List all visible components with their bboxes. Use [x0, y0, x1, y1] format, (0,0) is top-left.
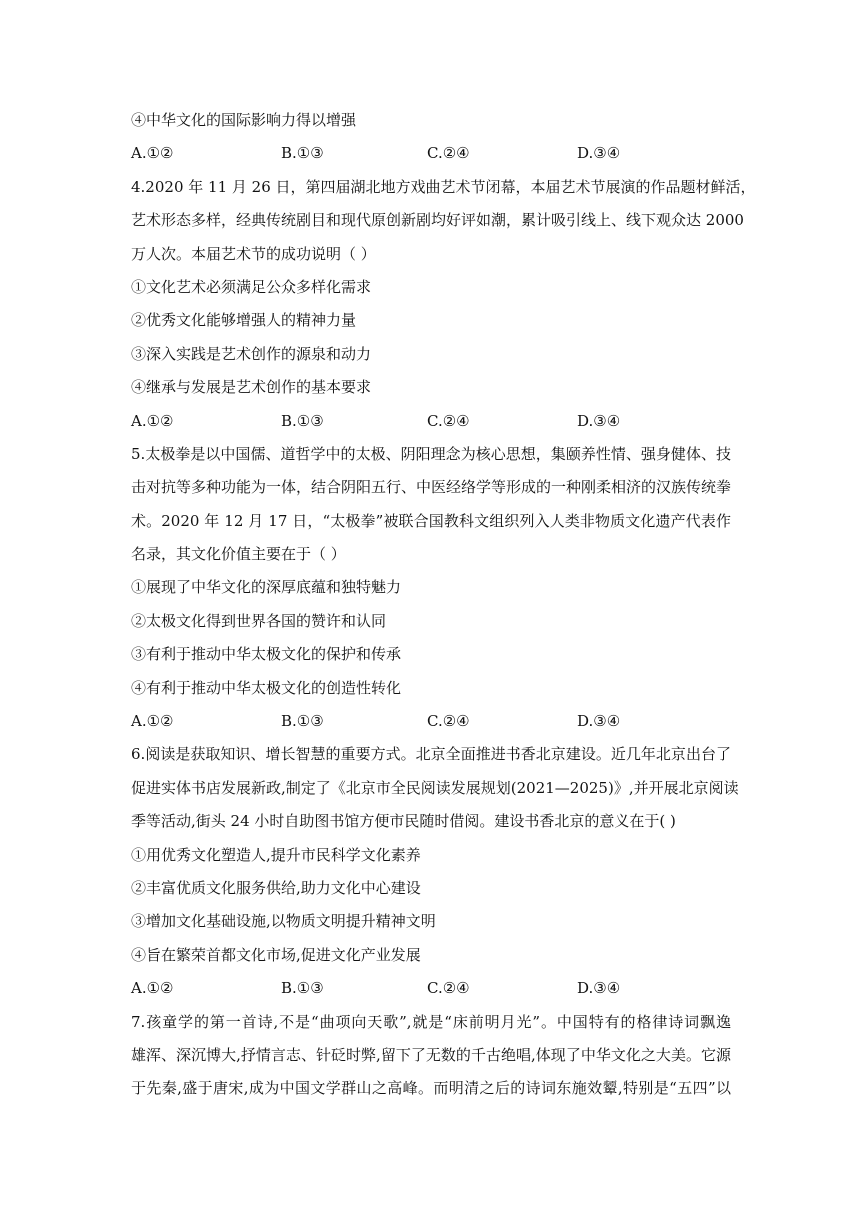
q6-option-4: ④旨在繁荣首都文化市场,促进文化产业发展: [131, 945, 421, 964]
choice-b: B.①③: [281, 712, 324, 731]
choice-d: D.③④: [577, 144, 621, 163]
q5-stem-line: 术。2020 年 12 月 17 日，“太极拳”被联合国教科文组织列入人类非物质文化遗产代表作: [131, 511, 731, 530]
q5-choices: [131, 705, 731, 738]
q4-option-2: ②优秀文化能够增强人的精神力量: [131, 311, 357, 330]
q5-option-2: ②太极文化得到世界各国的赞许和认同: [131, 611, 387, 630]
q7-stem-line: 于先秦,盛于唐宋,成为中国文学群山之高峰。而明清之后的诗词东施效颦,特别是“五四”以: [131, 1079, 731, 1098]
q4-option-3: ③深入实践是艺术创作的源泉和动力: [131, 344, 372, 363]
choice-d: D.③④: [577, 411, 621, 430]
q6-choices: [131, 972, 731, 1005]
choice-d: D.③④: [577, 712, 621, 731]
q7-stem-line: 雄浑、深沉博大,抒情言志、针砭时弊,留下了无数的千古绝唱,体现了中华文化之大美。它源: [131, 1045, 731, 1064]
q6-stem-line: 6.阅读是获取知识、增长智慧的重要方式。北京全面推进书香北京建设。近几年北京出台了: [131, 745, 731, 764]
q4-stem-line: 4.2020 年 11 月 26 日，第四届湖北地方戏曲艺术节闭幕，本届艺术节展演的作品题材鲜活，: [131, 177, 756, 196]
q3-option-4: ④中华文化的国际影响力得以增强: [131, 111, 357, 129]
q6-option-1: ①用优秀文化塑造人,提升市民科学文化素养: [131, 845, 421, 864]
q4-option-4: ④继承与发展是艺术创作的基本要求: [131, 378, 372, 397]
exam-page: [131, 104, 756, 1106]
q6-stem-line: 促进实体书店发展新政,制定了《北京市全民阅读发展规划(2021—2025)》,并开展北京阅读: [131, 778, 739, 797]
q5-stem-line: 名录，其文化价值主要在于（ ）: [131, 545, 346, 564]
choice-a: A.①②: [131, 979, 174, 998]
q6-stem-line: 季等活动,街头 24 小时自助图书馆方便市民随时借阅。建设书香北京的意义在于( ): [131, 812, 676, 831]
choice-c: C.②④: [427, 712, 470, 731]
choice-a: A.①②: [131, 712, 174, 731]
q4-stem-line: 艺术形态多样，经典传统剧目和现代原创新剧均好评如潮，累计吸引线上、线下观众达 2000: [131, 211, 744, 230]
q3-choices: [131, 137, 731, 170]
q5-option-3: ③有利于推动中华太极文化的保护和传承: [131, 645, 402, 664]
q5-option-4: ④有利于推动中华太极文化的创造性转化: [131, 678, 402, 697]
q6-option-2: ②丰富优质文化服务供给,助力文化中心建设: [131, 878, 421, 897]
q4-stem-line: 万人次。本届艺术节的成功说明（ ）: [131, 244, 376, 263]
q7-stem-line: 7.孩童学的第一首诗,不是“曲项向天歌”,就是“床前明月光”。中国特有的格律诗词飘逸: [131, 1012, 731, 1031]
q5-stem-line: 5.太极拳是以中国儒、道哲学中的太极、阴阳理念为核心思想，集颐养性情、强身健体、技: [131, 444, 731, 463]
q4-option-1: ①文化艺术必须满足公众多样化需求: [131, 277, 372, 296]
q5-option-1: ①展现了中华文化的深厚底蕴和独特魅力: [131, 578, 402, 597]
choice-a: A.①②: [131, 411, 174, 430]
choice-b: B.①③: [281, 979, 324, 998]
choice-c: C.②④: [427, 144, 470, 163]
choice-d: D.③④: [577, 979, 621, 998]
choice-c: C.②④: [427, 979, 470, 998]
q5-stem-line: 击对抗等多种功能为一体，结合阴阳五行、中医经络学等形成的一种刚柔相济的汉族传统拳: [131, 478, 732, 497]
q6-option-3: ③增加文化基础设施,以物质文明提升精神文明: [131, 912, 436, 931]
q4-choices: [131, 405, 731, 438]
choice-a: A.①②: [131, 144, 174, 163]
choice-b: B.①③: [281, 411, 324, 430]
choice-c: C.②④: [427, 411, 470, 430]
choice-b: B.①③: [281, 144, 324, 163]
